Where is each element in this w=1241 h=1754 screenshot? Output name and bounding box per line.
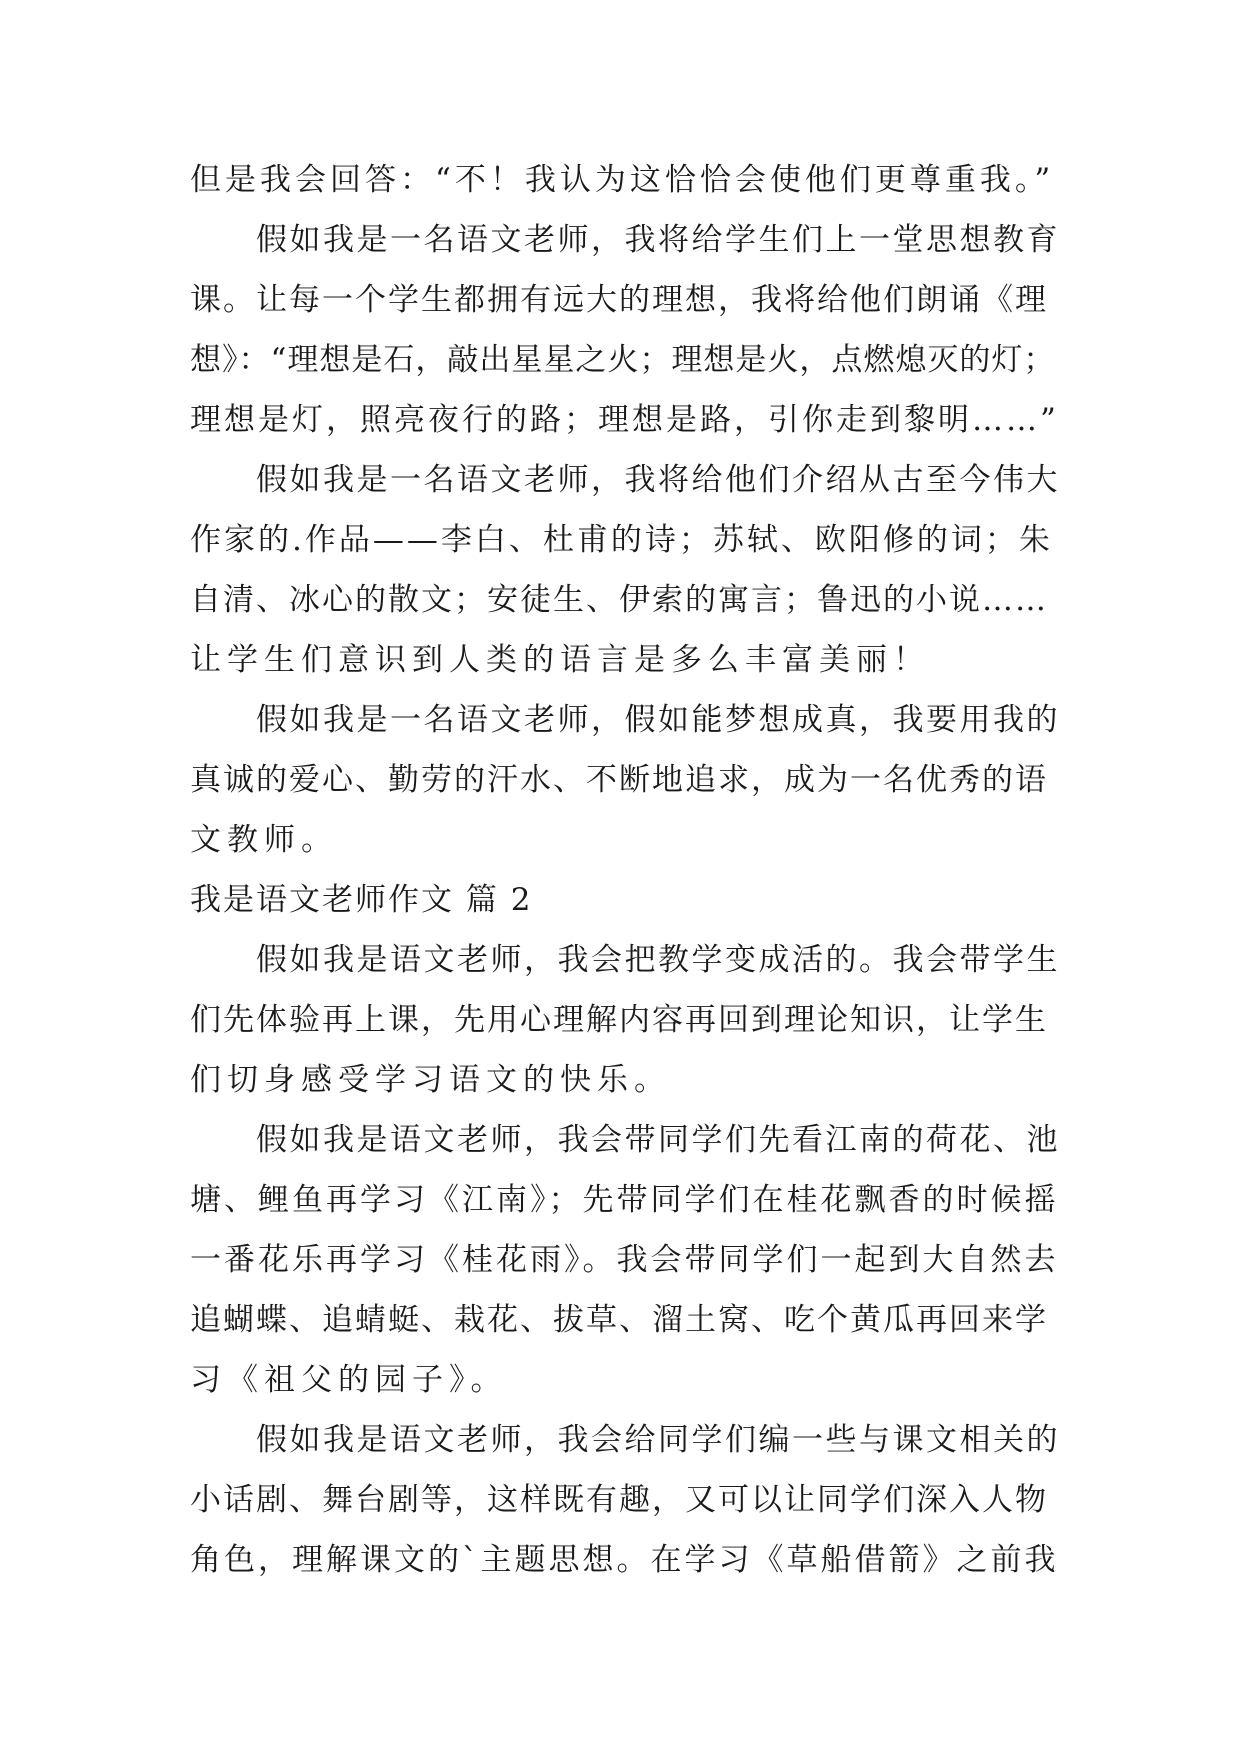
text-line: 自清、冰心的散文；安徒生、伊索的寓言；鲁迅的小说…… bbox=[190, 582, 1048, 618]
text-line: 真诚的爱心、勤劳的汗水、不断地追求，成为一名优秀的语 bbox=[190, 762, 1048, 798]
text-line: 小话剧、舞台剧等，这样既有趣，又可以让同学们深入人物 bbox=[190, 1482, 1048, 1518]
section-heading: 我是语文老师作文 篇 2 bbox=[190, 882, 533, 918]
text-line: 一番花乐再学习《桂花雨》。我会带同学们一起到大自然去 bbox=[190, 1242, 1059, 1278]
text-line: 们切身感受学习语文的快乐。 bbox=[190, 1062, 671, 1098]
paragraph-start-line: 假如我是一名语文老师，假如能梦想成真，我要用我的 bbox=[256, 702, 1060, 738]
text-line: 作家的.作品——李白、杜甫的诗；苏轼、欧阳修的词；朱 bbox=[190, 522, 1053, 558]
text-line: 们先体验再上课，先用心理解内容再回到理论知识，让学生 bbox=[190, 1002, 1048, 1038]
text-line: 让学生们意识到人类的语言是多么丰富美丽！ bbox=[190, 642, 930, 678]
paragraph-start-line: 假如我是一名语文老师，我将给学生们上一堂思想教育 bbox=[256, 222, 1060, 258]
text-line: 理想是灯，照亮夜行的路；理想是路，引你走到黎明……” bbox=[190, 402, 1059, 438]
paragraph-start-line: 假如我是语文老师，我会带同学们先看江南的荷花、池 bbox=[256, 1122, 1060, 1158]
paragraph-start-line: 假如我是语文老师，我会给同学们编一些与课文相关的 bbox=[256, 1422, 1060, 1458]
text-line: 文教师。 bbox=[190, 822, 338, 858]
document-page bbox=[190, 150, 1060, 1590]
text-line: 课。让每一个学生都拥有远大的理想，我将给他们朗诵《理 bbox=[190, 282, 1048, 318]
paragraph-start-line: 假如我是语文老师，我会把教学变成活的。我会带学生 bbox=[256, 942, 1060, 978]
text-line: 追蝴蝶、追蜻蜓、栽花、拔草、溜土窝、吃个黄瓜再回来学 bbox=[190, 1302, 1048, 1338]
text-line: 角色，理解课文的`主题思想。在学习《草船借箭》之前我 bbox=[190, 1542, 1059, 1578]
paragraph-start-line: 假如我是一名语文老师，我将给他们介绍从古至今伟大 bbox=[256, 462, 1060, 498]
text-line: 塘、鲤鱼再学习《江南》；先带同学们在桂花飘香的时候摇 bbox=[190, 1182, 1059, 1218]
text-line: 但是我会回答：“不！我认为这恰恰会使他们更尊重我。” bbox=[190, 162, 1055, 198]
text-line: 想》：“理想是石，敲出星星之火；理想是火，点燃熄灭的灯； bbox=[190, 342, 1056, 378]
text-line: 习《祖父的园子》。 bbox=[190, 1362, 508, 1398]
